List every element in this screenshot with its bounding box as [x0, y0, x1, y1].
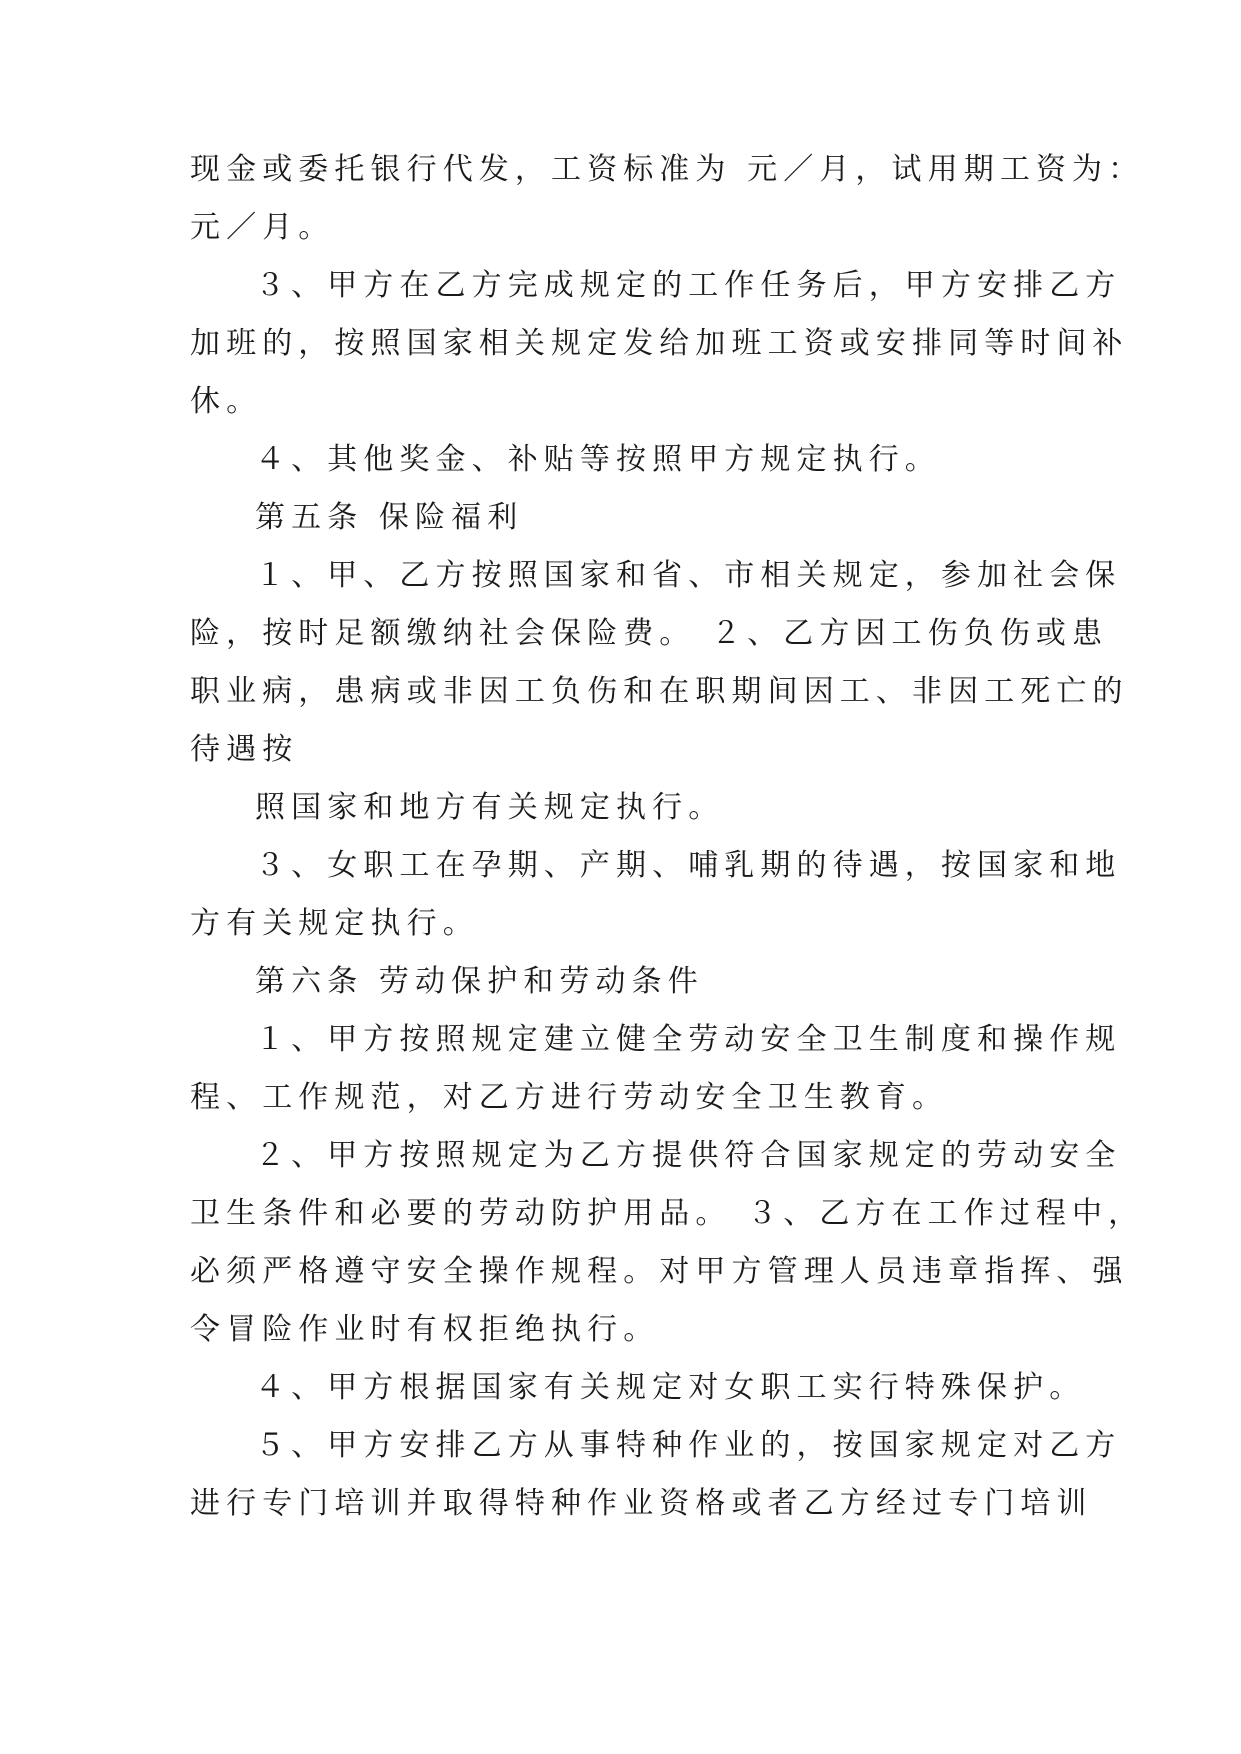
text-line-14: 方有关规定执行。	[190, 906, 479, 941]
text-line-17: 程、工作规范，对乙方进行劳动安全卫生教育。	[190, 1080, 949, 1115]
text-line-13: ３、女职工在孕期、产期、哺乳期的待遇，按国家和地	[255, 848, 1122, 883]
section-heading-5: 第五条 保险福利	[255, 500, 524, 535]
text-line-20: 必须严格遵守安全操作规程。对甲方管理人员违章指挥、强	[190, 1254, 1129, 1289]
section-heading-6: 第六条 劳动保护和劳动条件	[255, 964, 704, 999]
text-line-1: 现金或委托银行代发，工资标准为 元／月，试用期工资为：	[190, 152, 1145, 187]
text-line-11: 待遇按	[190, 732, 299, 767]
text-line-4: 加班的，按照国家相关规定发给加班工资或安排同等时间补	[190, 326, 1129, 361]
text-line-10: 职业病，患病或非因工负伤和在职期间因工、非因工死亡的	[190, 674, 1129, 709]
text-line-12: 照国家和地方有关规定执行。	[255, 790, 725, 825]
text-line-24: 进行专门培训并取得特种作业资格或者乙方经过专门培训	[190, 1486, 1093, 1521]
text-line-16: １、甲方按照规定建立健全劳动安全卫生制度和操作规	[255, 1022, 1122, 1057]
text-line-23: ５、甲方安排乙方从事特种作业的，按国家规定对乙方	[255, 1428, 1122, 1463]
text-line-9: 险，按时足额缴纳社会保险费。 ２、乙方因工伤负伤或患	[190, 616, 1109, 651]
text-line-8: １、甲、乙方按照国家和省、市相关规定，参加社会保	[255, 558, 1122, 593]
text-line-5: 休。	[190, 384, 263, 419]
text-line-19: 卫生条件和必要的劳动防护用品。 ３、乙方在工作过程中，	[190, 1196, 1145, 1231]
text-line-2: 元／月。	[190, 210, 335, 245]
text-line-6: ４、其他奖金、补贴等按照甲方规定执行。	[255, 442, 941, 477]
text-line-18: ２、甲方按照规定为乙方提供符合国家规定的劳动安全	[255, 1138, 1122, 1173]
text-line-22: ４、甲方根据国家有关规定对女职工实行特殊保护。	[255, 1370, 1086, 1405]
text-line-21: 令冒险作业时有权拒绝执行。	[190, 1312, 660, 1347]
text-line-3: ３、甲方在乙方完成规定的工作任务后，甲方安排乙方	[255, 268, 1122, 303]
